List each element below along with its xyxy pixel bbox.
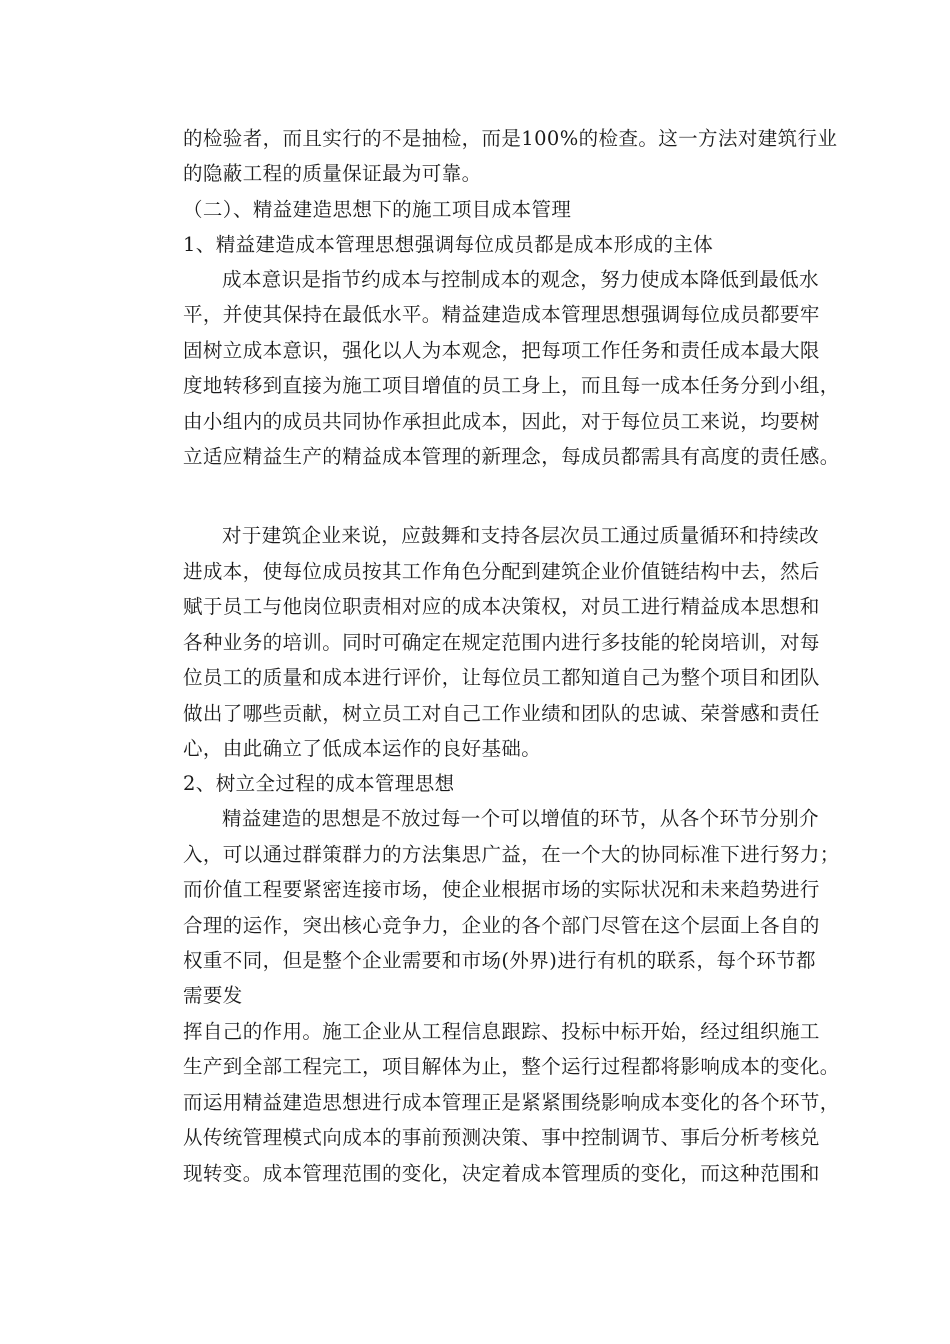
text-line: 平，并使其保持在最低水平。精益建造成本管理思想强调每位成员都要牢	[183, 303, 820, 326]
text-line: 从传统管理模式向成本的事前预测决策、事中控制调节、事后分析考核兑	[183, 1126, 820, 1149]
text-line: 的检验者，而且实行的不是抽检，而是100%的检查。这一方法对建筑行业	[183, 127, 838, 150]
text-line: 合理的运作，突出核心竞争力，企业的各个部门尽管在这个层面上各自的	[183, 914, 820, 937]
text-line: 进成本，使每位成员按其工作角色分配到建筑企业价值链结构中去，然后	[183, 560, 820, 583]
subsection-heading: 1、精益建造成本管理思想强调每位成员都是成本形成的主体	[183, 233, 714, 256]
text-line: 赋于员工与他岗位职责相对应的成本决策权，对员工进行精益成本思想和	[183, 595, 820, 618]
text-line: 生产到全部工程完工，项目解体为止，整个运行过程都将影响成本的变化。	[183, 1055, 840, 1078]
text-line: 现转变。成本管理范围的变化，决定着成本管理质的变化，而这种范围和	[183, 1162, 820, 1185]
text-line: 由小组内的成员共同协作承担此成本，因此，对于每位员工来说，均要树	[183, 410, 820, 433]
text-line: 固树立成本意识，强化以人为本观念，把每项工作任务和责任成本最大限	[183, 339, 820, 362]
subsection-heading: 2、树立全过程的成本管理思想	[183, 772, 455, 795]
text-line: 需要发	[183, 984, 243, 1007]
text-line: 而运用精益建造思想进行成本管理正是紧紧围绕影响成本变化的各个环节，	[183, 1091, 840, 1114]
text-line: 对于建筑企业来说，应鼓舞和支持各层次员工通过质量循环和持续改	[222, 524, 820, 547]
text-line: 而价值工程要紧密连接市场，使企业根据市场的实际状况和未来趋势进行	[183, 878, 820, 901]
text-line: 心，由此确立了低成本运作的良好基础。	[183, 737, 542, 760]
text-line: 度地转移到直接为施工项目增值的员工身上，而且每一成本任务分到小组，	[183, 374, 840, 397]
text-line: 权重不同，但是整个企业需要和市场(外界)进行有机的联系，每个环节都	[183, 949, 816, 972]
text-line: 精益建造的思想是不放过每一个可以增值的环节，从各个环节分别介	[222, 807, 820, 830]
text-line: 入，可以通过群策群力的方法集思广益，在一个大的协同标准下进行努力；	[183, 843, 840, 866]
section-heading: （二）、精益建造思想下的施工项目成本管理	[183, 198, 572, 221]
text-line: 的隐蔽工程的质量保证最为可靠。	[183, 162, 482, 185]
text-line: 挥自己的作用。施工企业从工程信息跟踪、投标中标开始，经过组织施工	[183, 1020, 820, 1043]
text-line: 成本意识是指节约成本与控制成本的观念，努力使成本降低到最低水	[222, 268, 820, 291]
text-line: 做出了哪些贡献，树立员工对自己工作业绩和团队的忠诚、荣誉感和责任	[183, 702, 820, 725]
text-line: 立适应精益生产的精益成本管理的新理念，每成员都需具有高度的责任感。	[183, 445, 840, 468]
text-line: 位员工的质量和成本进行评价，让每位员工都知道自己为整个项目和团队	[183, 666, 820, 689]
text-line: 各种业务的培训。同时可确定在规定范围内进行多技能的轮岗培训，对每	[183, 631, 820, 654]
